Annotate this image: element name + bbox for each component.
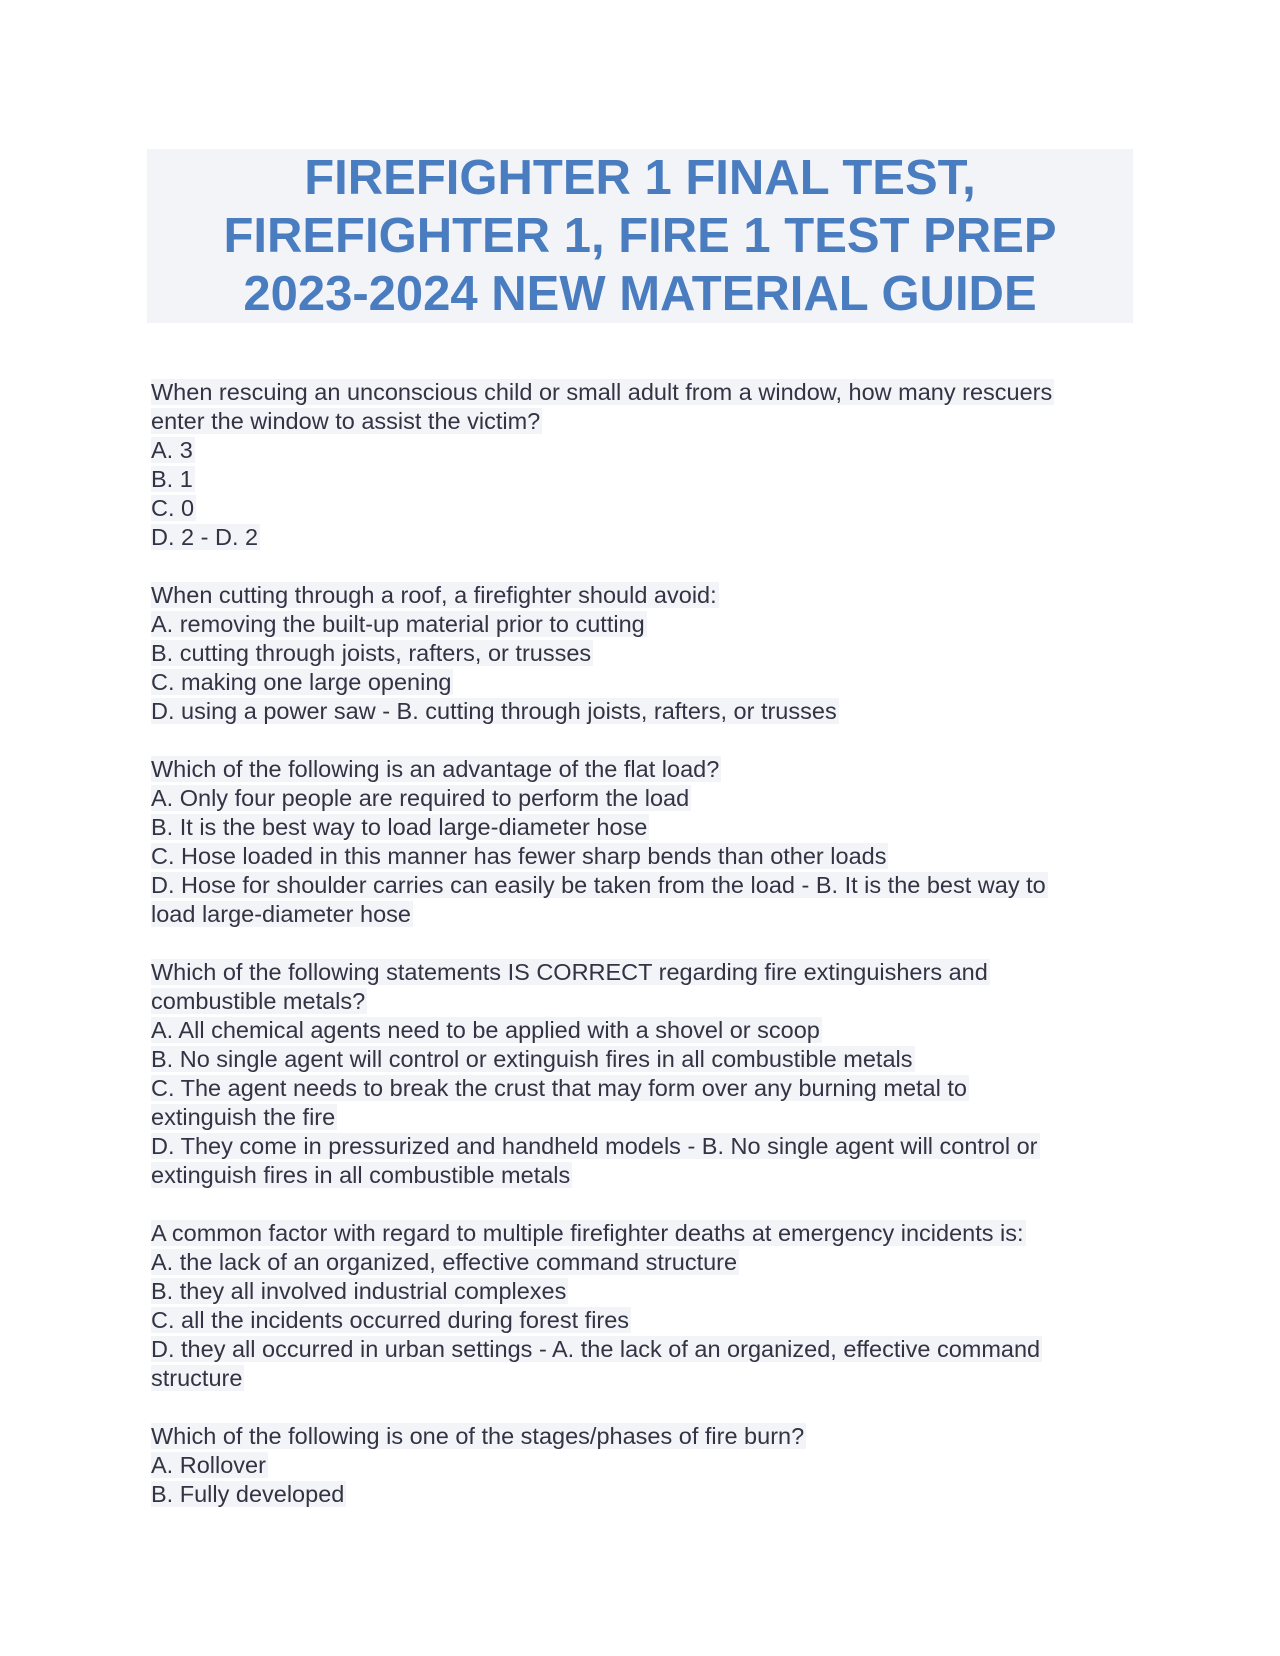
line-text: C. The agent needs to break the crust that may form over any burning metal to	[151, 1075, 967, 1101]
title-line: FIREFIGHTER 1, FIRE 1 TEST PREP	[223, 209, 1057, 263]
question-line	[151, 1277, 1131, 1306]
question-block	[151, 1219, 1131, 1393]
question-line	[151, 697, 1131, 726]
line-text: Which of the following statements IS CORRECT regarding fire extinguishers and	[151, 959, 988, 985]
title-line: 2023-2024 NEW MATERIAL GUIDE	[243, 267, 1037, 321]
question-line	[151, 1306, 1131, 1335]
question-line	[151, 523, 1131, 552]
question-line	[151, 1016, 1131, 1045]
line-text: A common factor with regard to multiple firefighter deaths at emergency incidents is:	[151, 1220, 1024, 1246]
line-text: A. Only four people are required to perform the load	[151, 785, 690, 811]
line-text: C. Hose loaded in this manner has fewer sharp bends than other loads	[151, 843, 887, 869]
line-text: B. they all involved industrial complexes	[151, 1278, 567, 1304]
line-text: extinguish the fire	[151, 1104, 336, 1130]
line-text: D. They come in pressurized and handheld models - B. No single agent will control or	[151, 1133, 1038, 1159]
line-text: B. 1	[151, 466, 193, 492]
question-block	[151, 1422, 1131, 1509]
line-text: A. the lack of an organized, effective command structure	[151, 1249, 738, 1275]
line-text: C. all the incidents occurred during forest fires	[151, 1307, 630, 1333]
question-line	[151, 610, 1131, 639]
line-text: load large-diameter hose	[151, 901, 411, 927]
question-text-line	[151, 581, 1131, 610]
line-text: extinguish fires in all combustible metals	[151, 1162, 571, 1188]
line-text: A. Rollover	[151, 1452, 266, 1478]
question-line	[151, 1364, 1131, 1393]
question-line	[151, 1335, 1131, 1364]
line-text: B. No single agent will control or extinguish fires in all combustible metals	[151, 1046, 913, 1072]
question-line	[151, 900, 1131, 929]
line-text: When cutting through a roof, a firefighter should avoid:	[151, 582, 717, 608]
line-text: Which of the following is an advantage of the flat load?	[151, 756, 720, 782]
title-line: FIREFIGHTER 1 FINAL TEST,	[304, 151, 976, 205]
line-text: B. Fully developed	[151, 1481, 345, 1507]
question-line	[151, 987, 1131, 1016]
line-text: combustible metals?	[151, 988, 366, 1014]
question-text-line	[151, 958, 1131, 987]
line-text: C. making one large opening	[151, 669, 452, 695]
question-block	[151, 581, 1131, 726]
line-text: B. cutting through joists, rafters, or trusses	[151, 640, 592, 666]
line-text: A. 3	[151, 437, 193, 463]
line-text: D. Hose for shoulder carries can easily be taken from the load - B. It is the best way to	[151, 872, 1046, 898]
question-line	[151, 407, 1131, 436]
question-block	[151, 755, 1131, 929]
question-list	[151, 378, 1131, 1538]
question-line	[151, 1103, 1131, 1132]
question-line	[151, 668, 1131, 697]
question-line	[151, 639, 1131, 668]
line-text: B. It is the best way to load large-diameter hose	[151, 814, 648, 840]
question-line	[151, 1074, 1131, 1103]
line-text: D. using a power saw - B. cutting through joists, rafters, or trusses	[151, 698, 837, 724]
line-text: When rescuing an unconscious child or small adult from a window, how many rescuers	[151, 379, 1053, 405]
question-block	[151, 958, 1131, 1190]
question-line	[151, 842, 1131, 871]
question-text-line	[151, 378, 1131, 407]
question-text-line	[151, 1422, 1131, 1451]
question-line	[151, 1045, 1131, 1074]
question-line	[151, 1161, 1131, 1190]
line-text: D. 2 - D. 2	[151, 524, 259, 550]
line-text: enter the window to assist the victim?	[151, 408, 541, 434]
question-line	[151, 871, 1131, 900]
question-text-line	[151, 755, 1131, 784]
question-block	[151, 378, 1131, 552]
question-text-line	[151, 1219, 1131, 1248]
question-line	[151, 1480, 1131, 1509]
question-line	[151, 813, 1131, 842]
line-text: D. they all occurred in urban settings - A. the lack of an organized, effective command	[151, 1336, 1041, 1362]
question-line	[151, 1132, 1131, 1161]
document-title	[147, 149, 1133, 323]
line-text: C. 0	[151, 495, 195, 521]
question-line	[151, 494, 1131, 523]
question-line	[151, 1248, 1131, 1277]
question-line	[151, 436, 1131, 465]
line-text: structure	[151, 1365, 243, 1391]
question-line	[151, 465, 1131, 494]
line-text: A. All chemical agents need to be applied with a shovel or scoop	[151, 1017, 820, 1043]
question-line	[151, 1451, 1131, 1480]
line-text: A. removing the built-up material prior to cutting	[151, 611, 645, 637]
question-line	[151, 784, 1131, 813]
line-text: Which of the following is one of the stages/phases of fire burn?	[151, 1423, 805, 1449]
